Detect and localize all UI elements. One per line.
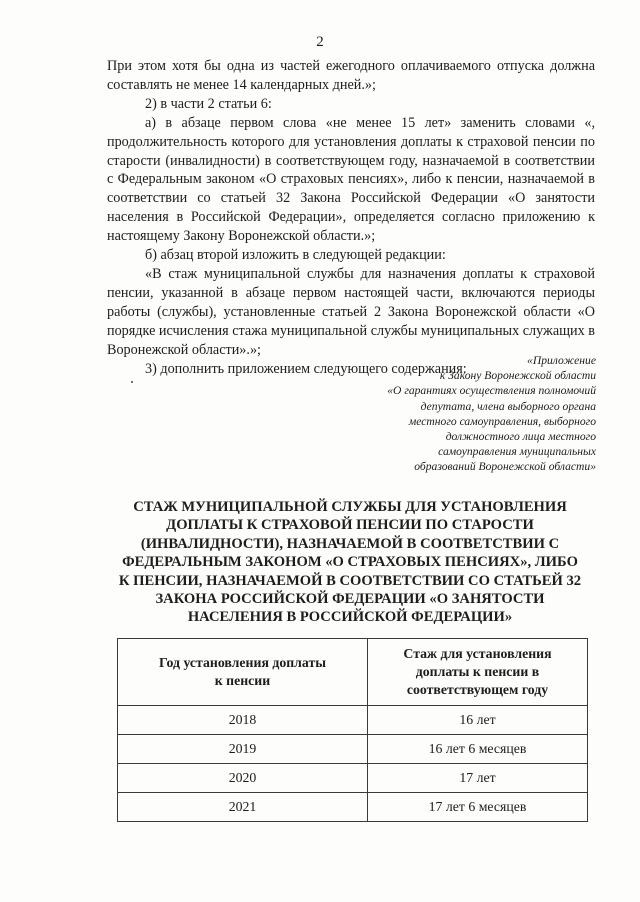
header-line: Стаж для установления: [403, 646, 552, 661]
year-cell: 2021: [118, 793, 368, 822]
header-service-length: [368, 639, 588, 706]
title-line: (ИНВАЛИДНОСТИ), НАЗНАЧАЕМОЙ В СООТВЕТСТВИИ С: [140, 535, 560, 552]
title-line: НАСЕЛЕНИЯ В РОССИЙСКОЙ ФЕДЕРАЦИИ»: [187, 609, 513, 626]
header-line: к пенсии: [214, 673, 271, 688]
paragraph-quoted-text: «В стаж муниципальной службы для назначения доплаты к страховой пенсии, указанной в абзаце первом настоящей части, включаются периоды работы (службы), установленные статьей 2 Закона Воронежской области «О порядке исчисления стажа муниципальной службы муниципальных служащих в Воронежской области».»;: [107, 265, 595, 358]
title-line: ЗАКОНА РОССИЙСКОЙ ФЕДЕРАЦИИ «О ЗАНЯТОСТИ: [155, 591, 545, 608]
appendix-note-line: к Закону Воронежской области: [439, 369, 596, 383]
table-row: [118, 735, 588, 764]
service-length-cell: 17 лет 6 месяцев: [368, 793, 588, 822]
service-length-cell: 16 лет 6 месяцев: [368, 735, 588, 764]
paragraph-vacation-clause: При этом хотя бы одна из частей ежегодного оплачиваемого отпуска должна составлять не менее 14 календарных дней.»;: [107, 58, 595, 93]
paragraph-article-6: 2) в части 2 статьи 6:: [145, 95, 272, 112]
title-line: ДОПЛАТЫ К СТРАХОВОЙ ПЕНСИИ ПО СТАРОСТИ: [166, 517, 534, 534]
page-number: 2: [316, 34, 324, 50]
paragraph-item-a: а) в абзаце первом слова «не менее 15 лет» заменить словами «, продолжительность которого для установления доплаты к страховой пенсии по старости (инвалидности) в соответствующем году, назначаемой в соответствии с Федеральным законом «О страховых пенсиях», либо к пенсии, назначаемой в соответствии со статьей 32 Закона Российской Федерации «О занятости населения в Российской Федерации», определяется согласно приложению к настоящему Закону Воронежской области.»;: [107, 114, 595, 245]
appendix-note-line: «Приложение: [527, 354, 596, 367]
appendix-note-line: должностного лица местного: [445, 430, 596, 444]
table-row: [118, 764, 588, 793]
header-line: соответствующем году: [406, 682, 549, 697]
year-cell: 2019: [118, 735, 368, 764]
appendix-note-line: образований Воронежской области»: [414, 460, 596, 474]
appendix-title: [104, 498, 596, 627]
header-year: [118, 639, 368, 706]
title-line: ФЕДЕРАЛЬНЫМ ЗАКОНОМ «О СТРАХОВЫХ ПЕНСИЯХ», ЛИБО: [122, 554, 578, 571]
paragraph-item-3: 3) дополнить приложением следующего содержания:: [145, 360, 467, 377]
law-amendment-text: [107, 57, 595, 378]
header-line: Год установления доплаты: [158, 655, 327, 670]
appendix-note-line: депутата, члена выборного органа: [420, 399, 596, 413]
appendix-note-line: самоуправления муниципальных: [438, 445, 596, 459]
table-row: [118, 706, 588, 735]
scan-speck: [131, 381, 133, 383]
title-line: К ПЕНСИИ, НАЗНАЧАЕМОЙ В СООТВЕТСТВИИ СО СТАТЬЕЙ 32: [118, 572, 582, 589]
year-cell: 2020: [118, 764, 368, 793]
service-length-cell: 17 лет: [368, 764, 588, 793]
paragraph-item-b: б) абзац второй изложить в следующей редакции:: [145, 247, 446, 264]
table-header-row: [118, 639, 588, 706]
service-length-table: [117, 638, 588, 822]
appendix-reference: [336, 353, 596, 475]
table-row: [118, 793, 588, 822]
header-line: доплаты к пенсии в: [415, 664, 540, 679]
appendix-note-line: «О гарантиях осуществления полномочий: [387, 384, 596, 398]
year-cell: 2018: [118, 706, 368, 735]
title-line: СТАЖ МУНИЦИПАЛЬНОЙ СЛУЖБЫ ДЛЯ УСТАНОВЛЕНИЯ: [133, 499, 567, 515]
appendix-note-line: местного самоуправления, выборного: [408, 414, 596, 428]
service-length-cell: 16 лет: [368, 706, 588, 735]
